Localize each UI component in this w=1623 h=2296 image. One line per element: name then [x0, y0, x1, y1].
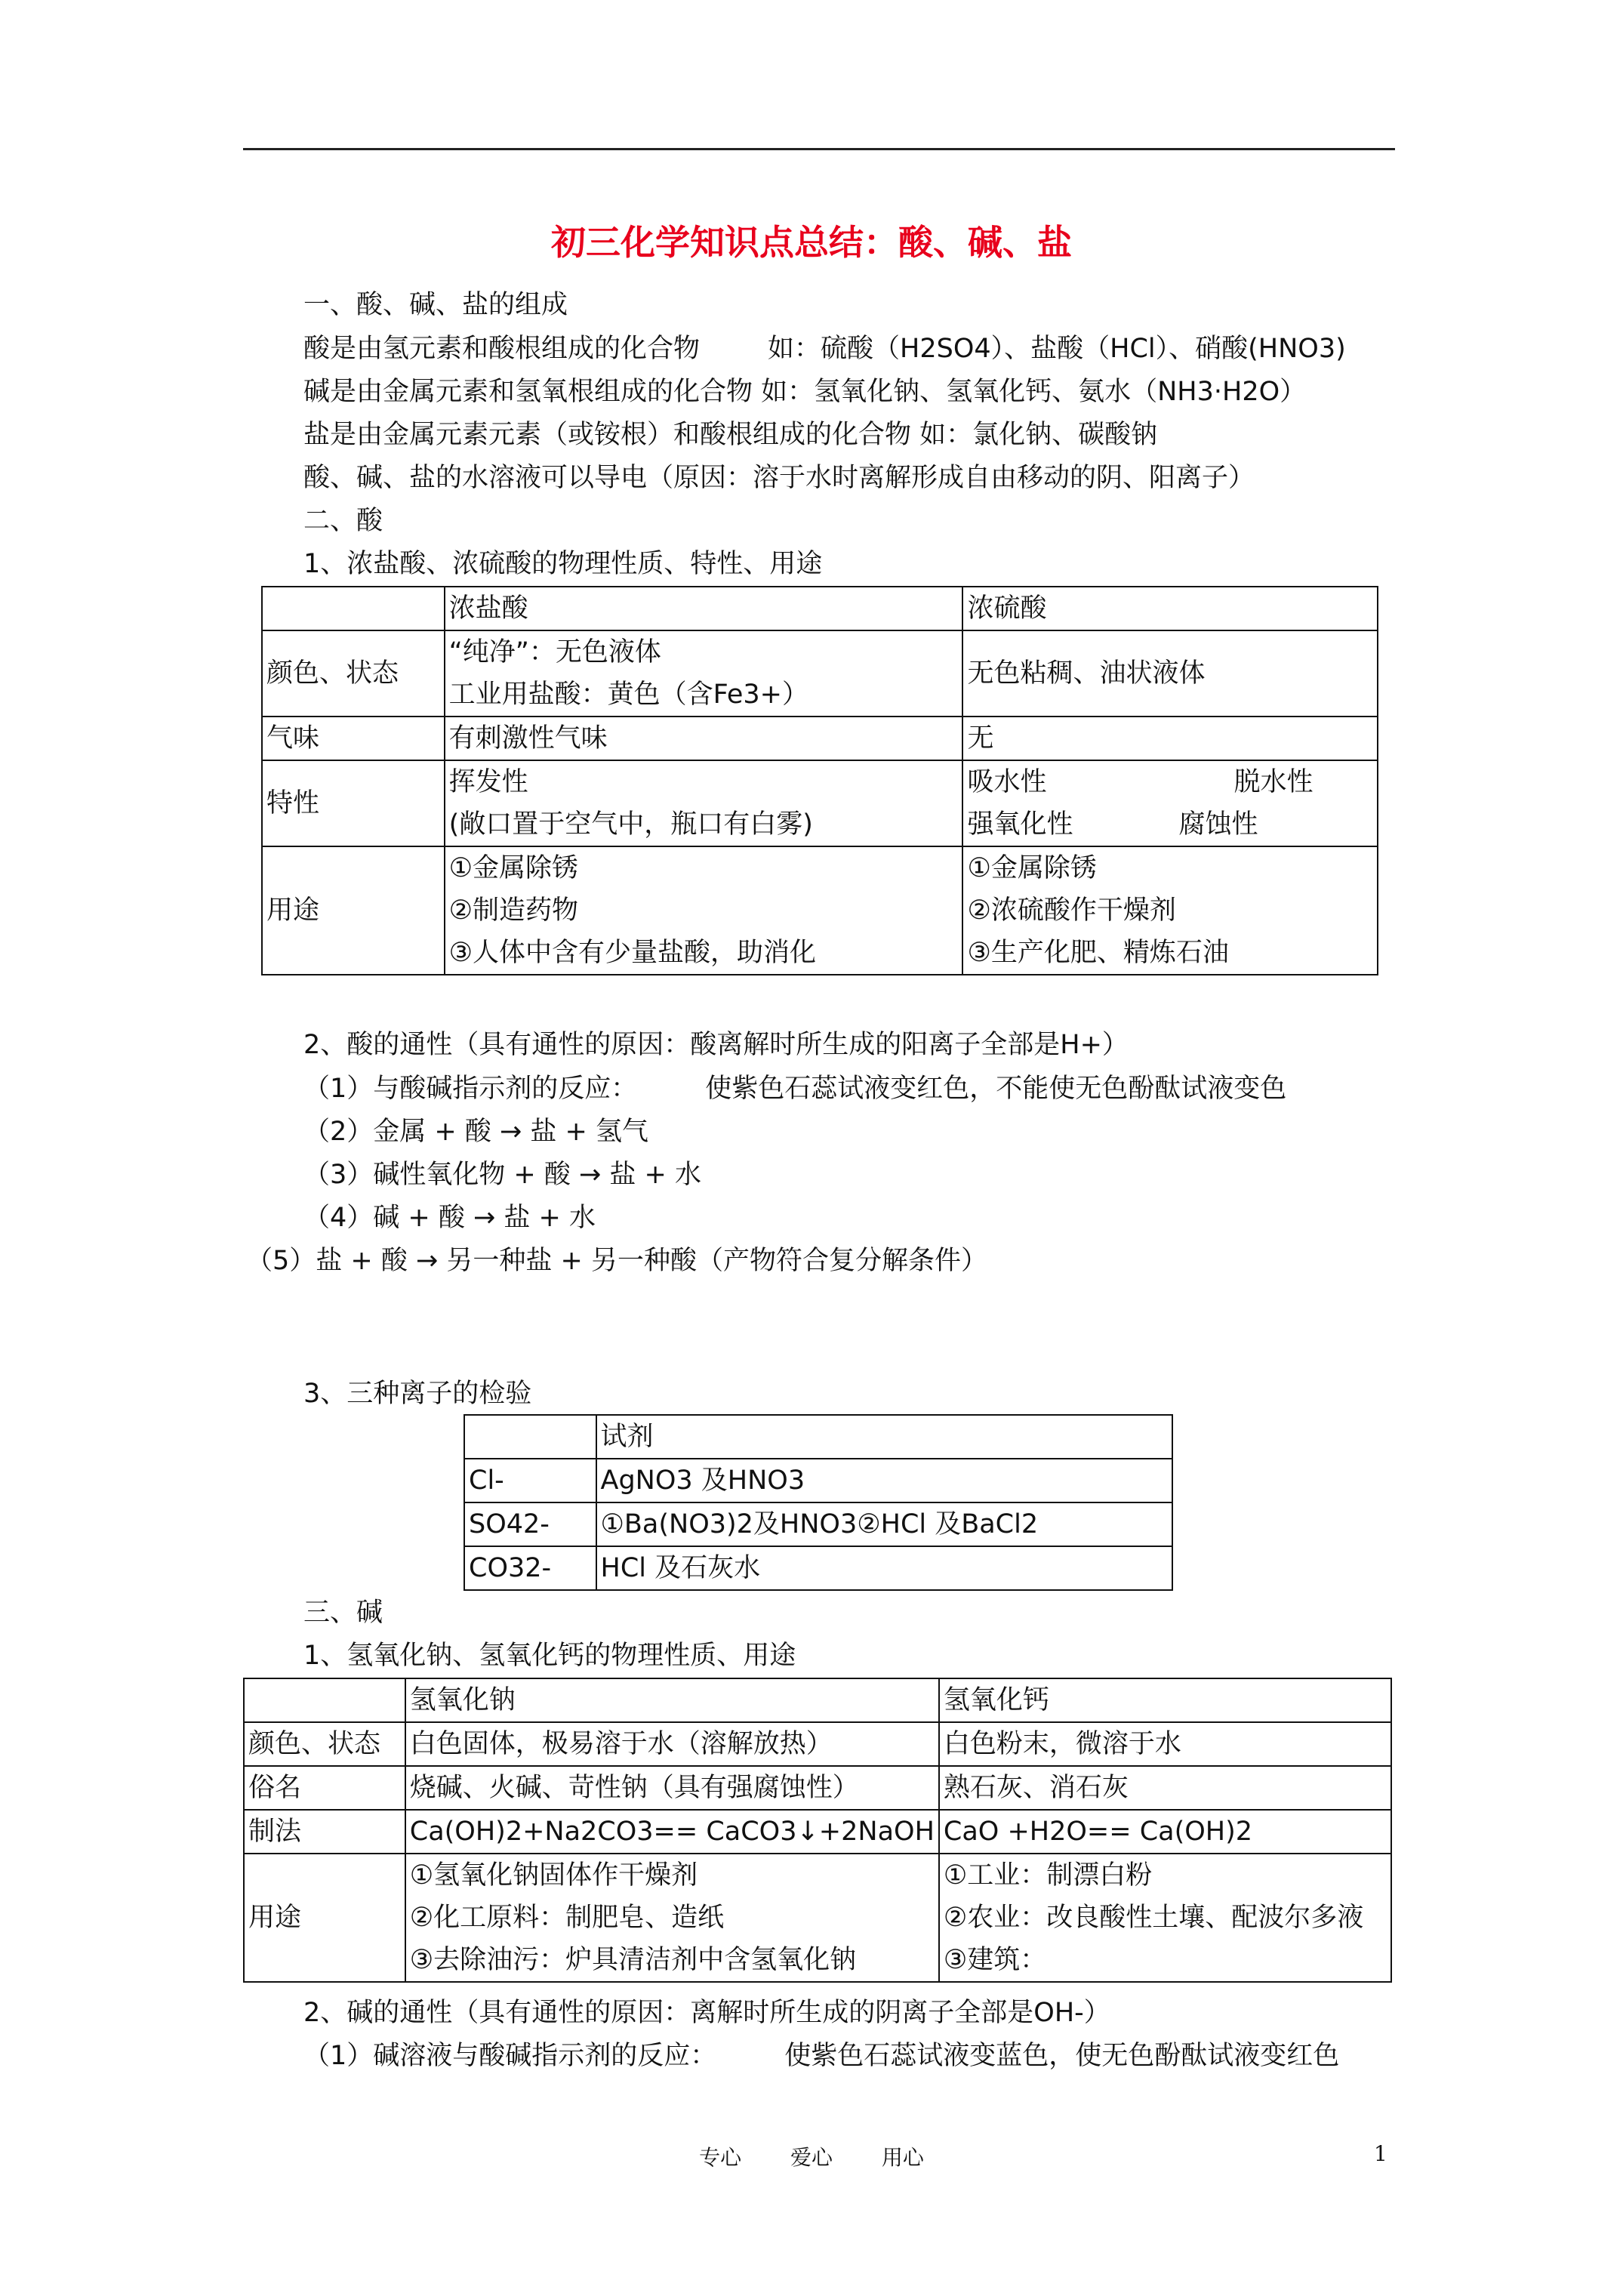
table-cell — [405, 1854, 939, 1982]
cell-line: ③人体中含有少量盐酸，助消化 — [448, 938, 817, 968]
table-cell: 白色粉末，微溶于水 — [939, 1722, 1391, 1766]
row-label: SO42- — [464, 1502, 596, 1546]
table-row — [464, 1415, 1172, 1459]
table-row — [244, 1810, 1391, 1854]
cell-line: ②制造药物 — [448, 895, 579, 926]
cell-line: 工业用盐酸：黄色（含Fe3+） — [448, 680, 809, 710]
table-row — [244, 1766, 1391, 1810]
row-label: 俗名 — [244, 1766, 405, 1810]
table-row — [262, 846, 1378, 975]
row-label: 特性 — [262, 760, 445, 846]
table-cell: CaO +H2O== Ca(OH)2 — [939, 1810, 1391, 1854]
header-rule — [243, 148, 1395, 150]
cell-line: ②农业：改良酸性土壤、配波尔多液 — [943, 1903, 1364, 1933]
text-span: （1）碱溶液与酸碱指示剂的反应： — [303, 2041, 717, 2071]
subsection-heading: 3、三种离子的检验 — [303, 1379, 532, 1409]
row-label: CO32- — [464, 1546, 596, 1590]
cell-line: ②化工原料：制肥皂、造纸 — [409, 1903, 725, 1933]
table-cell — [244, 1678, 405, 1722]
table-cell — [962, 846, 1378, 975]
cell-line: ③生产化肥、精炼石油 — [967, 938, 1229, 968]
table-row — [262, 630, 1378, 717]
base-properties-table — [243, 1678, 1392, 1983]
page-title: 初三化学知识点总结：酸、碱、盐 — [551, 222, 1072, 263]
table-header: 试剂 — [596, 1415, 1172, 1459]
table-row — [262, 717, 1378, 760]
table-row — [262, 587, 1378, 630]
table-cell — [962, 760, 1378, 846]
text-span: 脱水性 — [1233, 767, 1313, 797]
table-row — [244, 1722, 1391, 1766]
text-span: 使紫色石蕊试液变红色，不能使无色酚酞试液变色 — [705, 1074, 1287, 1104]
table-cell: 无色粘稠、油状液体 — [962, 630, 1378, 717]
text-span: （1）与酸碱指示剂的反应： — [303, 1074, 638, 1104]
table-cell: Ca(OH)2+Na2CO3== CaCO3↓+2NaOH — [405, 1810, 939, 1854]
row-label: Cl- — [464, 1459, 596, 1502]
cell-line: ③建筑： — [943, 1945, 1047, 1975]
footer-word: 专心 — [699, 2145, 742, 2170]
row-label: 颜色、状态 — [244, 1722, 405, 1766]
row-label: 用途 — [262, 846, 445, 975]
row-label: 气味 — [262, 717, 445, 760]
table-cell — [939, 1854, 1391, 1982]
table-cell: 熟石灰、消石灰 — [939, 1766, 1391, 1810]
cell-line: 挥发性 — [448, 767, 528, 797]
table-cell: 无 — [962, 717, 1378, 760]
subsection-heading: 1、氢氧化钠、氢氧化钙的物理性质、用途 — [303, 1641, 796, 1671]
footer-word: 爱心 — [790, 2145, 833, 2170]
section-heading: 一、酸、碱、盐的组成 — [303, 290, 568, 320]
acid-properties-table — [261, 586, 1378, 975]
text-span: 吸水性 — [967, 767, 1047, 797]
text-line: （2）金属 + 酸 → 盐 + 氢气 — [303, 1117, 649, 1147]
text-span: 强氧化性 — [967, 809, 1073, 840]
cell-line: (敞口置于空气中，瓶口有白雾) — [448, 809, 813, 840]
table-header: 浓硫酸 — [962, 587, 1378, 630]
section-heading: 三、碱 — [303, 1598, 383, 1628]
table-cell — [262, 587, 445, 630]
cell-line: “纯净”：无色液体 — [448, 637, 661, 667]
cell-line: ①金属除锈 — [448, 853, 579, 883]
cell-line — [967, 761, 1373, 803]
text-span: 使紫色石蕊试液变蓝色，使无色酚酞试液变红色 — [784, 2041, 1340, 2071]
table-row — [244, 1678, 1391, 1722]
row-label: 制法 — [244, 1810, 405, 1854]
text-line: 碱是由金属元素和氢氧根组成的化合物 如：氢氧化钠、氢氧化钙、氨水（NH3·H2O） — [303, 377, 1307, 407]
text-line — [303, 1072, 1286, 1105]
table-row — [244, 1854, 1391, 1982]
table-row — [464, 1502, 1172, 1546]
subsection-heading: 1、浓盐酸、浓硫酸的物理性质、特性、用途 — [303, 549, 823, 579]
table-header: 浓盐酸 — [445, 587, 963, 630]
row-label: 用途 — [244, 1854, 405, 1982]
table-header: 氢氧化钠 — [405, 1678, 939, 1722]
table-cell: 有刺激性气味 — [445, 717, 963, 760]
cell-line: ②浓硫酸作干燥剂 — [967, 895, 1176, 926]
text-line — [303, 332, 1346, 365]
table-cell — [445, 760, 963, 846]
text-line: （4）碱 + 酸 → 盐 + 水 — [303, 1203, 596, 1233]
subsection-heading: 2、酸的通性（具有通性的原因：酸离解时所生成的阳离子全部是H+） — [303, 1030, 1129, 1060]
table-cell — [445, 630, 963, 717]
text-span: 腐蚀性 — [1178, 809, 1258, 840]
ion-test-table — [463, 1414, 1173, 1591]
cell-line: ①氢氧化钠固体作干燥剂 — [409, 1860, 698, 1891]
text-line: （3）碱性氧化物 + 酸 → 盐 + 水 — [303, 1160, 702, 1190]
page-number: 1 — [1374, 2141, 1387, 2166]
cell-line — [967, 803, 1373, 846]
text-line: 酸、碱、盐的水溶液可以导电（原因：溶于水时离解形成自由移动的阴、阳离子） — [303, 463, 1255, 493]
text-line: 盐是由金属元素元素（或铵根）和酸根组成的化合物 如：氯化钠、碳酸钠 — [303, 420, 1158, 450]
table-row — [262, 760, 1378, 846]
row-label: 颜色、状态 — [262, 630, 445, 717]
text-line: （5）盐 + 酸 → 另一种盐 + 另一种酸（产物符合复分解条件） — [246, 1246, 988, 1276]
section-heading: 二、酸 — [303, 506, 383, 536]
table-cell: 白色固体，极易溶于水（溶解放热） — [405, 1722, 939, 1766]
table-cell: ①Ba(NO3)2及HNO3②HCl 及BaCl2 — [596, 1502, 1172, 1546]
table-cell — [464, 1415, 596, 1459]
cell-line: ③去除油污：炉具清洁剂中含氢氧化钠 — [409, 1945, 857, 1975]
footer-word: 用心 — [881, 2145, 924, 2170]
table-row — [464, 1546, 1172, 1590]
table-cell — [445, 846, 963, 975]
text-span: 酸是由氢元素和酸根组成的化合物 — [303, 334, 701, 364]
table-cell: AgNO3 及HNO3 — [596, 1459, 1172, 1502]
cell-line: ①金属除锈 — [967, 853, 1097, 883]
table-cell: 烧碱、火碱、苛性钠（具有强腐蚀性） — [405, 1766, 939, 1810]
table-cell: HCl 及石灰水 — [596, 1546, 1172, 1590]
text-span: 如：硫酸（H2SO4）、盐酸（HCl）、硝酸(HNO3) — [768, 334, 1346, 364]
table-row — [464, 1459, 1172, 1502]
subsection-heading: 2、碱的通性（具有通性的原因：离解时所生成的阴离子全部是OH-） — [303, 1998, 1110, 2028]
cell-line: ①工业：制漂白粉 — [943, 1860, 1153, 1891]
text-line — [303, 2039, 1339, 2073]
table-header: 氢氧化钙 — [939, 1678, 1391, 1722]
